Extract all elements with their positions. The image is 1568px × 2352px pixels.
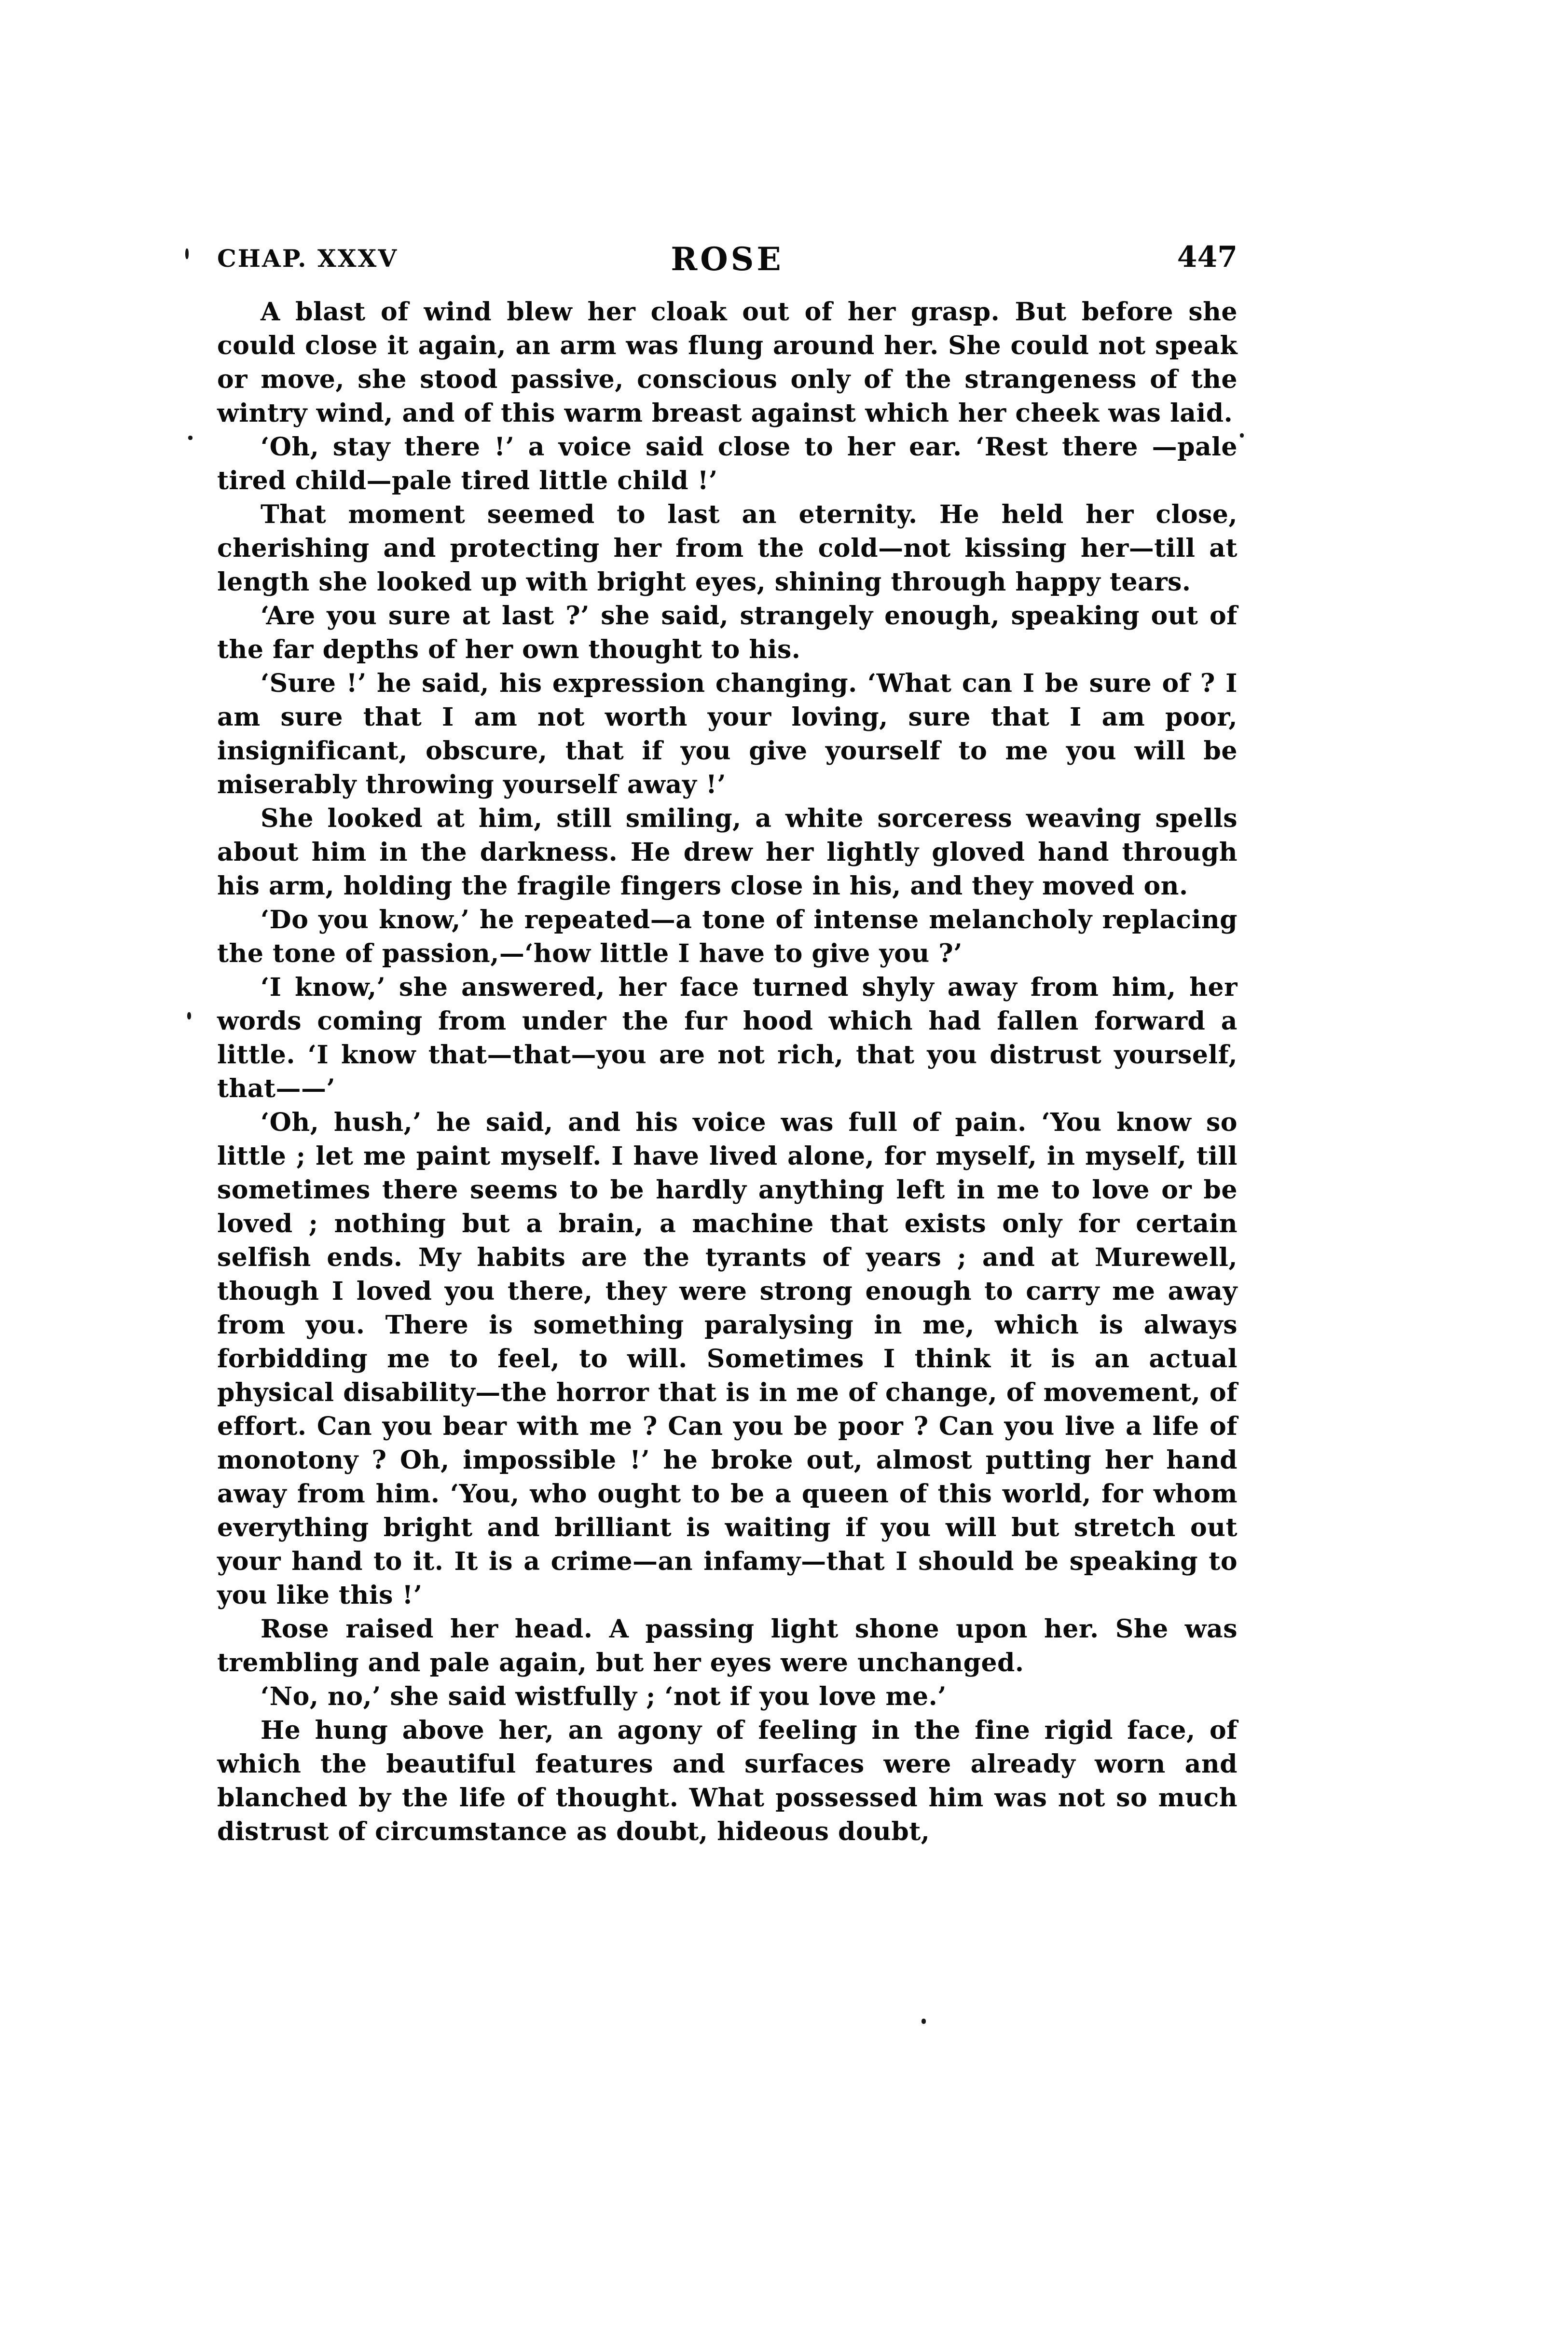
ink-speck: [185, 248, 189, 259]
page-title: ROSE: [671, 240, 784, 278]
paragraph: He hung above her, an agony of feeling in the fine rigid face, of which the beautiful features and surfaces were already worn and blanched by the life of thought. What possessed him was not so much distrust of circumstance as doubt, hideous doubt,: [217, 1716, 1238, 1846]
paragraph: Rose raised her head. A passing light shone upon her. She was trembling and pale again, but her eyes were unchanged.: [217, 1614, 1238, 1678]
paragraph: ‘Sure !’ he said, his expression changing. ‘What can I be sure of ? I am sure that I am not worth your loving, sure that I am poor, insignificant, obscure, that if you give yourself to me you will be miserably throwing yourself away !’: [217, 669, 1238, 799]
paragraph: ‘Oh, stay there !’ a voice said close to her ear. ‘Rest there —pale tired child—pale tired little child !’: [217, 432, 1238, 495]
ink-speck: [1240, 433, 1244, 438]
ink-speck: [188, 436, 193, 440]
ink-speck: [922, 2019, 926, 2024]
body-text: [217, 295, 1238, 1849]
paragraph: She looked at him, still smiling, a white sorceress weaving spells about him in the darkness. He drew her lightly gloved hand through his arm, holding the fragile fingers close in his, and they moved on.: [217, 804, 1238, 901]
paragraph: ‘I know,’ she answered, her face turned shyly away from him, her words coming from under the fur hood which had fallen forward a little. ‘I know that—that—you are not rich, that you distrust yourself, that——’: [217, 973, 1238, 1103]
paragraph: A blast of wind blew her cloak out of her grasp. But before she could close it again, an arm was flung around her. She could not speak or move, she stood passive, conscious only of the strangeness of the wintry wind, and of this warm breast against which her cheek was laid.: [217, 297, 1238, 428]
paragraph: That moment seemed to last an eternity. He held her close, cherishing and protecting her from the cold—not kissing her—till at length she looked up with bright eyes, shining through happy tears.: [217, 500, 1238, 597]
paragraph: ‘Do you know,’ he repeated—a tone of intense melancholy replacing the tone of passion,—‘how little I have to give you ?’: [217, 905, 1238, 968]
chapter-heading: CHAP. XXXV: [217, 244, 399, 273]
page-number: 447: [1177, 240, 1238, 274]
paragraph: ‘Are you sure at last ?’ she said, strangely enough, speaking out of the far depths of her own thought to his.: [217, 601, 1238, 664]
paragraph: ‘Oh, hush,’ he said, and his voice was full of pain. ‘You know so little ; let me paint myself. I have lived alone, for myself, in myself, till sometimes there seems to be hardly anything left in me to love or be loved ; nothing but a brain, a machine that exists only for certain selfish ends. My habits are the tyrants of years ; and at Murewell, though I loved you there, they were strong enough to carry me away from you. There is something paralysing in me, which is always forbidding me to feel, to will. Sometimes I think it is an actual physical disability—the horror that is in me of change, of movement, of effort. Can you bear with me ? Can you be poor ? Can you live a life of monotony ? Oh, impossible !’ he broke out, almost putting her hand away from him. ‘You, who ought to be a queen of this world, for whom everything bright and brilliant is waiting if you will but stretch out your hand to it. It is a crime—an infamy—that I should be speaking to you like this !’: [217, 1108, 1238, 1610]
paragraph: ‘No, no,’ she said wistfully ; ‘not if you love me.’: [261, 1682, 947, 1711]
ink-speck: [187, 1012, 191, 1019]
running-header: [217, 240, 1238, 278]
